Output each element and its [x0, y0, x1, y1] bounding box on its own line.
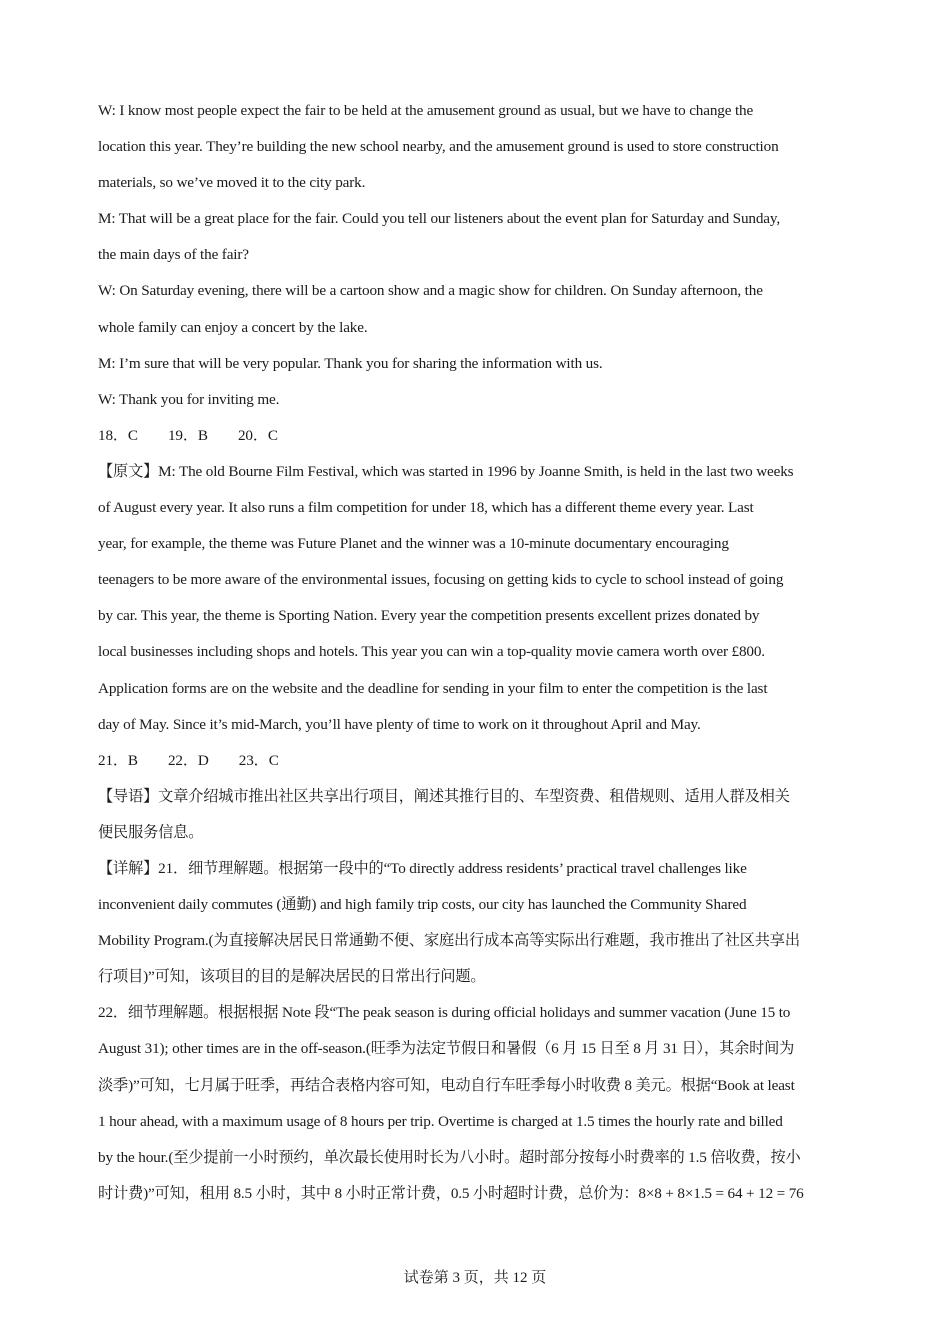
text-line: teenagers to be more aware of the environmental issues, focusing on getting kids to cycle to school instead of going: [98, 571, 784, 589]
text-line: the main days of the fair?: [98, 246, 249, 264]
text-line: by the hour.(至少提前一小时预约，单次最长使用时长为八小时。超时部分按每小时费率的 1.5 倍收费，按小: [98, 1148, 801, 1166]
text-line: 行项目)”可知，该项目的目的是解决居民的日常出行问题。: [98, 968, 486, 986]
text-line: whole family can enjoy a concert by the lake.: [98, 318, 368, 336]
text-line: 1 hour ahead, with a maximum usage of 8 hours per trip. Overtime is charged at 1.5 times the hourly rate and billed: [98, 1112, 783, 1130]
text-line: 【导语】文章介绍城市推出社区共享出行项目，阐述其推行目的、车型资费、租借规则、适用人群及相关: [98, 787, 790, 805]
text-line: 22．细节理解题。根据根据 Note 段“The peak season is during official holidays and summer vacation (June 15 to: [98, 1004, 791, 1022]
answer-line: 18．C 19．B 20．C: [98, 426, 278, 444]
text-line: 【详解】21．细节理解题。根据第一段中的“To directly address residents’ practical travel challenges like: [98, 859, 747, 877]
text-line: local businesses including shops and hotels. This year you can win a top-quality movie camera worth over £800.: [98, 643, 765, 661]
text-line: Application forms are on the website and the deadline for sending in your film to enter the competition is the last: [98, 679, 768, 697]
document-body: [98, 93, 858, 1212]
text-line: 时计费)”可知，租用 8.5 小时，其中 8 小时正常计费，0.5 小时超时计费，总价为：8×8 + 8×1.5 = 64 + 12 = 76: [98, 1184, 804, 1202]
answer-line: 21．B 22．D 23．C: [98, 751, 279, 769]
text-line: materials, so we’ve moved it to the city park.: [98, 174, 366, 192]
text-line: M: I’m sure that will be very popular. Thank you for sharing the information with us.: [98, 354, 603, 372]
text-line: 淡季)”可知，七月属于旺季，再结合表格内容可知，电动自行车旺季每小时收费 8 美元。根据“Book at least: [98, 1076, 795, 1094]
text-line: 【原文】M: The old Bourne Film Festival, which was started in 1996 by Joanne Smith, is held in the last two weeks: [98, 462, 794, 480]
text-line: August 31); other times are in the off-season.(旺季为法定节假日和暑假（6 月 15 日至 8 月 31 日），其余时间为: [98, 1040, 795, 1058]
text-line: W: On Saturday evening, there will be a cartoon show and a magic show for children. On Sunday afternoon, the: [98, 282, 763, 300]
text-line: by car. This year, the theme is Sporting Nation. Every year the competition presents excellent prizes donated by: [98, 607, 760, 625]
text-line: year, for example, the theme was Future Planet and the winner was a 10-minute documentary encouraging: [98, 535, 729, 553]
text-line: location this year. They’re building the new school nearby, and the amusement ground is used to store construction: [98, 138, 779, 156]
text-line: of August every year. It also runs a film competition for under 18, which has a different theme every year. Last: [98, 499, 754, 517]
text-line: W: Thank you for inviting me.: [98, 390, 280, 408]
text-line: 便民服务信息。: [98, 823, 204, 841]
text-line: day of May. Since it’s mid-March, you’ll have plenty of time to work on it throughout April and May.: [98, 715, 701, 733]
text-line: Mobility Program.(为直接解决居民日常通勤不便、家庭出行成本高等实际出行难题，我市推出了社区共享出: [98, 932, 800, 950]
text-line: M: That will be a great place for the fair. Could you tell our listeners about the event plan for Saturday and Sunday,: [98, 210, 780, 228]
page-footer: 试卷第 3 页，共 12 页: [403, 1270, 547, 1286]
text-line: inconvenient daily commutes (通勤) and high family trip costs, our city has launched the Community Shared: [98, 896, 747, 914]
text-line: W: I know most people expect the fair to be held at the amusement ground as usual, but we have to change the: [98, 102, 754, 119]
